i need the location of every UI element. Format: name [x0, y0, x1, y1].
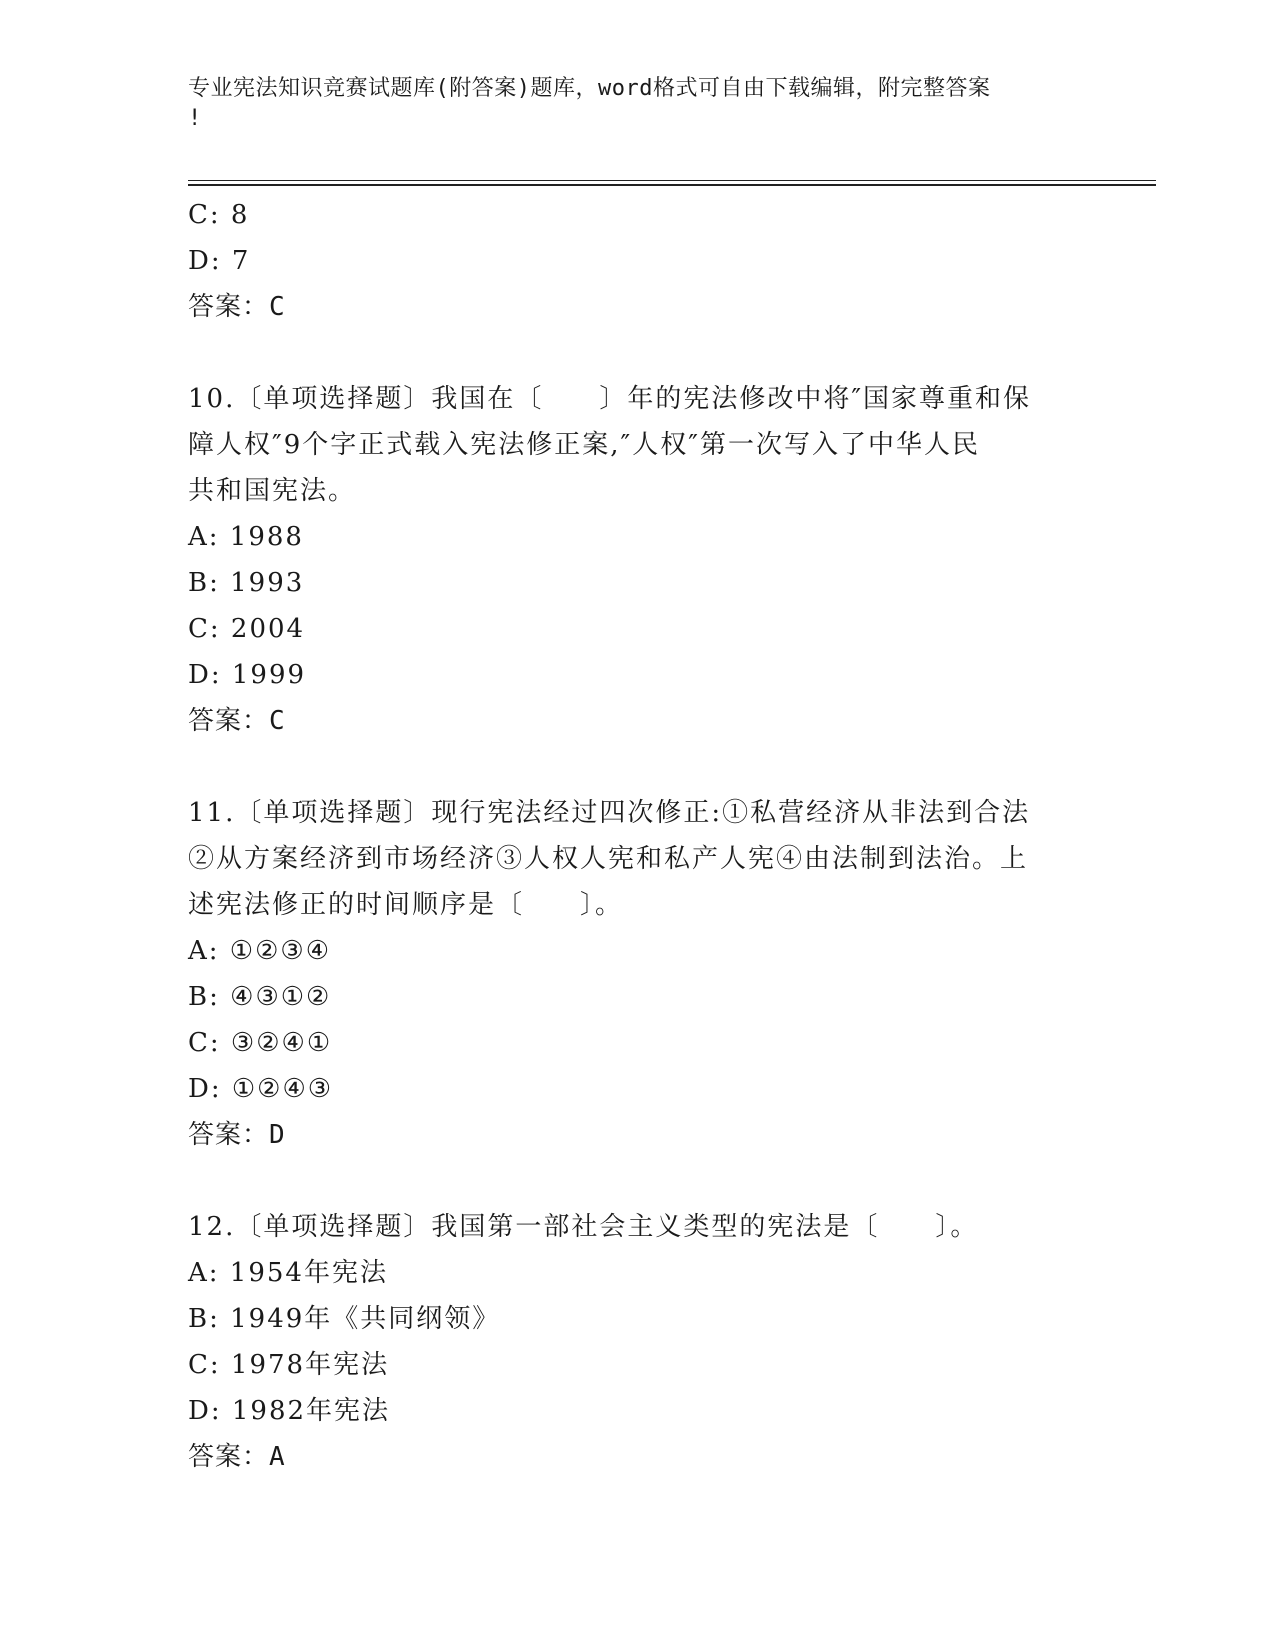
- option-a: A: 1988: [188, 522, 304, 552]
- question-text-line: ②从方案经济到市场经济③人权人宪和私产人宪④由法制到法治。上: [188, 844, 1029, 874]
- option-b: B: 1993: [188, 568, 305, 598]
- header-divider-thin: [188, 180, 1156, 181]
- option-c: C: 1978年宪法: [188, 1350, 390, 1380]
- spacer: [188, 330, 1088, 376]
- option-a: A: 1954年宪法: [188, 1258, 388, 1288]
- question-text-line: 12.〔单项选择题〕我国第一部社会主义类型的宪法是〔 〕。: [188, 1212, 979, 1242]
- answer-line: 答案：A: [188, 1442, 286, 1472]
- option-d: D: ①②④③: [188, 1074, 334, 1104]
- question-text-line: 述宪法修正的时间顺序是〔 〕。: [188, 890, 624, 920]
- option-c: C: 8: [188, 200, 250, 230]
- question-10: [188, 376, 1088, 744]
- document-header: [188, 74, 1068, 134]
- prev-question-block: [188, 192, 1088, 330]
- option-b: B: 1949年《共同纲领》: [188, 1304, 501, 1334]
- option-d: D: 1999: [188, 660, 307, 690]
- answer-line: 答案：C: [188, 706, 286, 736]
- option-c: C: ③②④①: [188, 1028, 333, 1058]
- option-c: C: 2004: [188, 614, 306, 644]
- header-title: 专业宪法知识竞赛试题库(附答案)题库，word格式可自由下载编辑，附完整答案: [188, 76, 991, 101]
- question-11: [188, 790, 1088, 1158]
- spacer: [188, 744, 1088, 790]
- header-divider-thick: [188, 184, 1156, 186]
- answer-line: 答案：D: [188, 1120, 286, 1150]
- question-text-line: 11.〔单项选择题〕现行宪法经过四次修正:①私营经济从非法到合法: [188, 798, 1031, 828]
- header-title-continuation: !: [188, 106, 202, 131]
- question-text-line: 10.〔单项选择题〕我国在〔 〕年的宪法修改中将″国家尊重和保: [188, 384, 1032, 414]
- spacer: [188, 1158, 1088, 1204]
- question-12: [188, 1204, 1088, 1480]
- option-d: D: 1982年宪法: [188, 1396, 391, 1426]
- question-text-line: 共和国宪法。: [188, 476, 357, 506]
- answer-line: 答案：C: [188, 292, 286, 322]
- option-b: B: ④③①②: [188, 982, 332, 1012]
- option-d: D: 7: [188, 246, 251, 276]
- question-content: [188, 192, 1088, 1480]
- question-text-line: 障人权″9个字正式载入宪法修正案,″人权″第一次写入了中华人民: [188, 430, 980, 460]
- option-a: A: ①②③④: [188, 936, 332, 966]
